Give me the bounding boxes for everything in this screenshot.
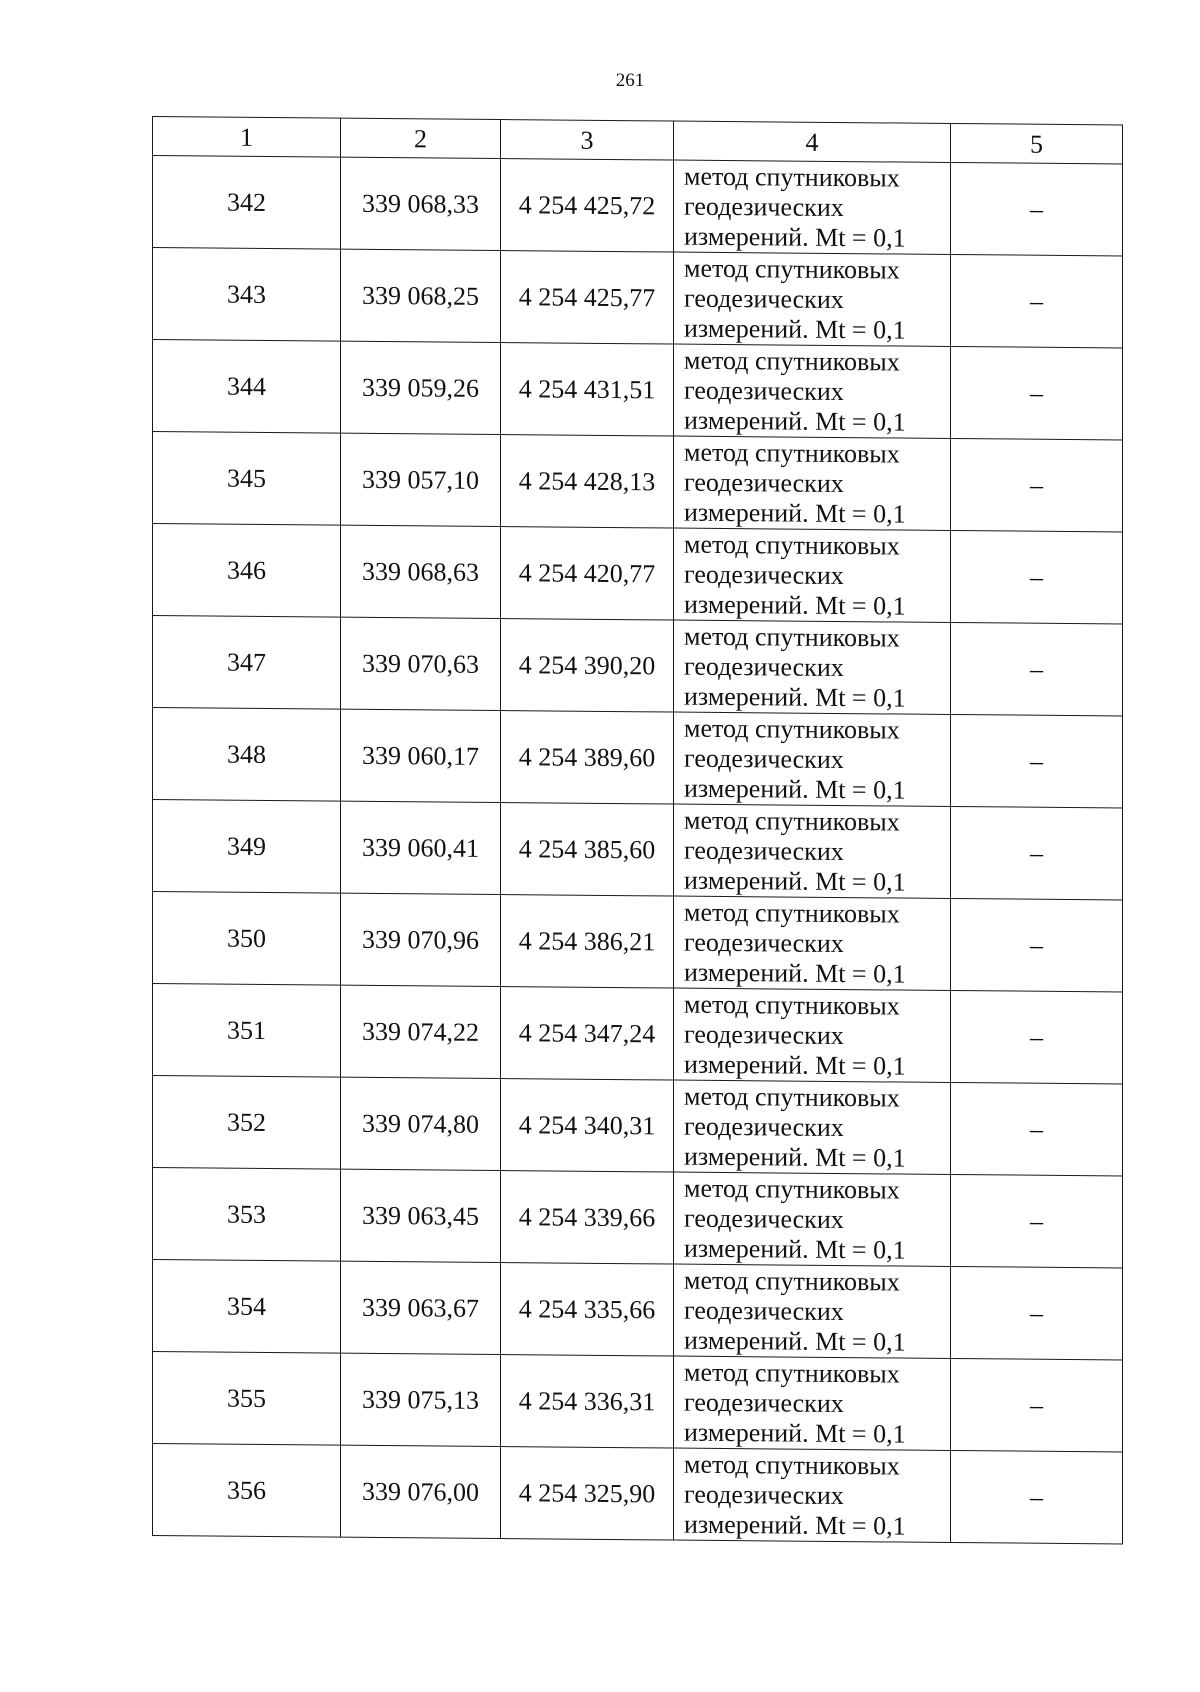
method-text-line: геодезических bbox=[684, 1295, 844, 1326]
x-coordinate-cell: 339 063,45 bbox=[341, 1169, 501, 1262]
method-text-line: метод спутниковых bbox=[684, 437, 900, 469]
method-text-line: метод спутниковых bbox=[684, 1081, 900, 1113]
method-text-line: метод спутниковых bbox=[684, 1265, 900, 1297]
y-coordinate-cell: 4 254 390,20 bbox=[501, 619, 674, 713]
x-coordinate-cell: 339 075,13 bbox=[341, 1353, 501, 1446]
point-number-cell: 349 bbox=[153, 800, 341, 894]
table-row bbox=[153, 800, 1123, 900]
x-coordinate-cell: 339 063,67 bbox=[341, 1261, 501, 1354]
method-text-line: метод спутниковых bbox=[684, 253, 900, 285]
note-cell: – bbox=[951, 1266, 1123, 1360]
point-number-cell: 353 bbox=[153, 1168, 341, 1262]
method-text-line: измерений. Mt = 0,1 bbox=[684, 221, 906, 253]
method-text-line: измерений. Mt = 0,1 bbox=[684, 1509, 906, 1541]
method-text-line: геодезических bbox=[684, 743, 844, 774]
table-row bbox=[153, 892, 1123, 992]
y-coordinate-cell: 4 254 339,66 bbox=[501, 1171, 674, 1265]
table-row bbox=[153, 1352, 1123, 1452]
method-text-line: геодезических bbox=[684, 191, 844, 222]
method-text-line: метод спутниковых bbox=[684, 621, 900, 653]
y-coordinate-cell: 4 254 336,31 bbox=[501, 1355, 674, 1449]
x-coordinate-cell: 339 060,41 bbox=[341, 801, 501, 894]
method-text-line: метод спутниковых bbox=[684, 1449, 900, 1481]
method-text-line: метод спутниковых bbox=[684, 345, 900, 377]
y-coordinate-cell: 4 254 428,13 bbox=[501, 435, 674, 529]
method-text-line: измерений. Mt = 0,1 bbox=[684, 1233, 906, 1265]
y-coordinate-cell: 4 254 389,60 bbox=[501, 711, 674, 805]
point-number-cell: 343 bbox=[153, 248, 341, 342]
header-col-2: 2 bbox=[341, 118, 501, 158]
table-row bbox=[153, 1444, 1123, 1544]
method-text-line: измерений. Mt = 0,1 bbox=[684, 957, 906, 989]
method-text-line: геодезических bbox=[684, 1479, 844, 1510]
point-number-cell: 355 bbox=[153, 1352, 341, 1446]
x-coordinate-cell: 339 070,96 bbox=[341, 893, 501, 986]
page-number: 261 bbox=[615, 70, 645, 91]
x-coordinate-cell: 339 060,17 bbox=[341, 709, 501, 802]
y-coordinate-cell: 4 254 425,77 bbox=[501, 251, 674, 345]
note-cell: – bbox=[951, 254, 1123, 348]
method-cell bbox=[674, 620, 951, 714]
table-row bbox=[153, 248, 1123, 348]
table-body bbox=[153, 156, 1123, 1544]
table-row bbox=[153, 616, 1123, 716]
point-number-cell: 352 bbox=[153, 1076, 341, 1170]
x-coordinate-cell: 339 076,00 bbox=[341, 1445, 501, 1538]
table-row bbox=[153, 1076, 1123, 1176]
method-text-line: метод спутниковых bbox=[684, 805, 900, 837]
y-coordinate-cell: 4 254 420,77 bbox=[501, 527, 674, 621]
point-number-cell: 354 bbox=[153, 1260, 341, 1354]
note-cell: – bbox=[951, 1174, 1123, 1268]
point-number-cell: 342 bbox=[153, 156, 341, 250]
method-cell bbox=[674, 1172, 951, 1266]
method-text-line: измерений. Mt = 0,1 bbox=[684, 313, 906, 345]
coordinates-table bbox=[152, 116, 1123, 1544]
table-row bbox=[153, 156, 1123, 256]
method-text-line: геодезических bbox=[684, 375, 844, 406]
table-row bbox=[153, 984, 1123, 1084]
y-coordinate-cell: 4 254 385,60 bbox=[501, 803, 674, 897]
point-number-cell: 347 bbox=[153, 616, 341, 710]
method-text-line: метод спутниковых bbox=[684, 161, 900, 193]
point-number-cell: 345 bbox=[153, 432, 341, 526]
table-row bbox=[153, 1168, 1123, 1268]
table-row bbox=[153, 524, 1123, 624]
header-col-1: 1 bbox=[153, 117, 341, 158]
x-coordinate-cell: 339 070,63 bbox=[341, 617, 501, 710]
x-coordinate-cell: 339 057,10 bbox=[341, 433, 501, 526]
y-coordinate-cell: 4 254 425,72 bbox=[501, 159, 674, 253]
method-text-line: измерений. Mt = 0,1 bbox=[684, 865, 906, 897]
x-coordinate-cell: 339 074,80 bbox=[341, 1077, 501, 1170]
point-number-cell: 348 bbox=[153, 708, 341, 802]
method-text-line: измерений. Mt = 0,1 bbox=[684, 405, 906, 437]
method-cell bbox=[674, 804, 951, 898]
note-cell: – bbox=[951, 530, 1123, 624]
note-cell: – bbox=[951, 1358, 1123, 1452]
note-cell: – bbox=[951, 162, 1123, 256]
method-cell bbox=[674, 896, 951, 990]
method-text-line: геодезических bbox=[684, 559, 844, 590]
y-coordinate-cell: 4 254 431,51 bbox=[501, 343, 674, 437]
note-cell: – bbox=[951, 990, 1123, 1084]
note-cell: – bbox=[951, 898, 1123, 992]
method-text-line: измерений. Mt = 0,1 bbox=[684, 1049, 906, 1081]
point-number-cell: 350 bbox=[153, 892, 341, 986]
method-text-line: метод спутниковых bbox=[684, 529, 900, 561]
note-cell: – bbox=[951, 622, 1123, 716]
method-text-line: геодезических bbox=[684, 651, 844, 682]
x-coordinate-cell: 339 074,22 bbox=[341, 985, 501, 1078]
table-row bbox=[153, 708, 1123, 808]
point-number-cell: 356 bbox=[153, 1444, 341, 1538]
table-row bbox=[153, 340, 1123, 440]
method-cell bbox=[674, 1264, 951, 1358]
y-coordinate-cell: 4 254 386,21 bbox=[501, 895, 674, 989]
x-coordinate-cell: 339 068,63 bbox=[341, 525, 501, 618]
method-cell bbox=[674, 436, 951, 530]
method-cell bbox=[674, 252, 951, 346]
y-coordinate-cell: 4 254 347,24 bbox=[501, 987, 674, 1081]
note-cell: – bbox=[951, 438, 1123, 532]
method-text-line: метод спутниковых bbox=[684, 1173, 900, 1205]
method-text-line: метод спутниковых bbox=[684, 897, 900, 929]
method-text-line: метод спутниковых bbox=[684, 989, 900, 1021]
method-cell bbox=[674, 1448, 951, 1542]
point-number-cell: 344 bbox=[153, 340, 341, 434]
method-text-line: измерений. Mt = 0,1 bbox=[684, 1417, 906, 1449]
header-col-3: 3 bbox=[501, 120, 674, 161]
method-text-line: измерений. Mt = 0,1 bbox=[684, 1325, 906, 1357]
method-cell bbox=[674, 344, 951, 438]
note-cell: – bbox=[951, 714, 1123, 808]
x-coordinate-cell: 339 068,25 bbox=[341, 249, 501, 342]
method-text-line: измерений. Mt = 0,1 bbox=[684, 681, 906, 713]
method-text-line: измерений. Mt = 0,1 bbox=[684, 497, 906, 529]
note-cell: – bbox=[951, 1450, 1123, 1544]
method-cell bbox=[674, 160, 951, 254]
header-col-5: 5 bbox=[951, 123, 1123, 164]
method-cell bbox=[674, 1356, 951, 1450]
method-text-line: измерений. Mt = 0,1 bbox=[684, 773, 906, 805]
method-cell bbox=[674, 528, 951, 622]
x-coordinate-cell: 339 059,26 bbox=[341, 341, 501, 434]
method-text-line: метод спутниковых bbox=[684, 713, 900, 745]
method-text-line: геодезических bbox=[684, 1203, 844, 1234]
y-coordinate-cell: 4 254 340,31 bbox=[501, 1079, 674, 1173]
method-cell bbox=[674, 712, 951, 806]
method-text-line: геодезических bbox=[684, 927, 844, 958]
method-text-line: измерений. Mt = 0,1 bbox=[684, 589, 906, 621]
table-row bbox=[153, 432, 1123, 532]
method-text-line: измерений. Mt = 0,1 bbox=[684, 1141, 906, 1173]
method-text-line: геодезических bbox=[684, 1111, 844, 1142]
method-cell bbox=[674, 1080, 951, 1174]
method-text-line: геодезических bbox=[684, 283, 844, 314]
method-text-line: геодезических bbox=[684, 1019, 844, 1050]
method-text-line: геодезических bbox=[684, 1387, 844, 1418]
note-cell: – bbox=[951, 1082, 1123, 1176]
header-col-4: 4 bbox=[674, 121, 951, 162]
method-text-line: геодезических bbox=[684, 467, 844, 498]
table-row bbox=[153, 1260, 1123, 1360]
method-text-line: геодезических bbox=[684, 835, 844, 866]
method-text-line: метод спутниковых bbox=[684, 1357, 900, 1389]
note-cell: – bbox=[951, 806, 1123, 900]
method-cell bbox=[674, 988, 951, 1082]
y-coordinate-cell: 4 254 325,90 bbox=[501, 1447, 674, 1541]
y-coordinate-cell: 4 254 335,66 bbox=[501, 1263, 674, 1357]
point-number-cell: 346 bbox=[153, 524, 341, 618]
note-cell: – bbox=[951, 346, 1123, 440]
x-coordinate-cell: 339 068,33 bbox=[341, 157, 501, 250]
point-number-cell: 351 bbox=[153, 984, 341, 1078]
